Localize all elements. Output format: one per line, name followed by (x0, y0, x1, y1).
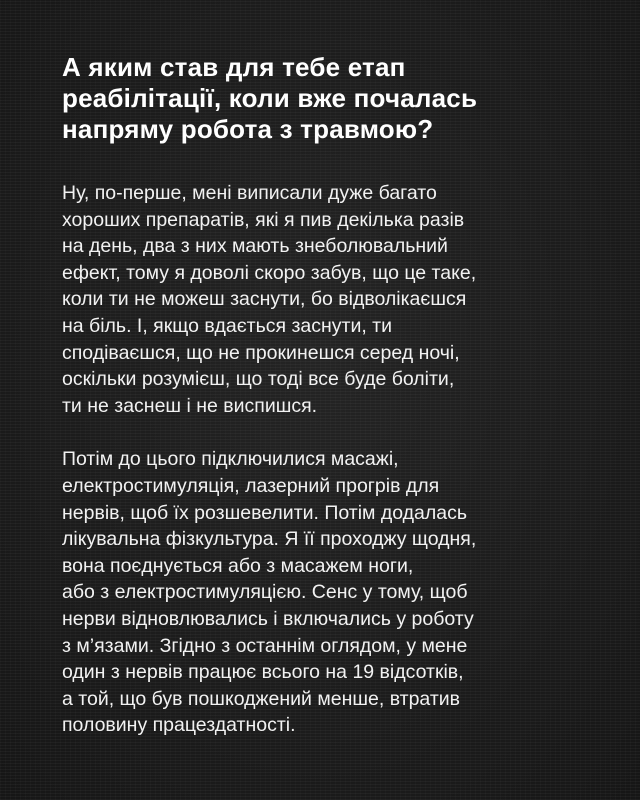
answer-paragraph: Потім до цього підключилися масажі, електростимуляція, лазерний прогрів для нервів, щоб їх розшевелити. Потім додалась лікувальна фізкультура. Я її проходжу щодня, вона поєднується або з масажем ноги, або з електростимуляцією. Сенс у тому, щоб нерви відновлювались і включались у роботу з м’язами. Згідно з останнім оглядом, у мене один з нервів працює всього на 19 відсотків, а той, що був пошкоджений менше, втратив половину працездатності. (62, 448, 477, 737)
interview-question: А яким став для тебе етап реабілітації, коли вже почалась напряму робота з травмою? (62, 52, 478, 144)
interview-card (62, 52, 602, 739)
answer-paragraph: Ну, по-перше, мені виписали дуже багато хороших препаратів, які я пив декілька разів на день, два з них мають знеболювальний ефект, тому я доволі скоро забув, що це таке, коли ти не можеш заснути, бо відволікаєшся на біль. І, якщо вдається заснути, ти сподіваєшся, що не прокинешся серед ночі, оскільки розумієш, що тоді все буде боліти, ти не заснеш і не виспишся. (62, 182, 477, 417)
